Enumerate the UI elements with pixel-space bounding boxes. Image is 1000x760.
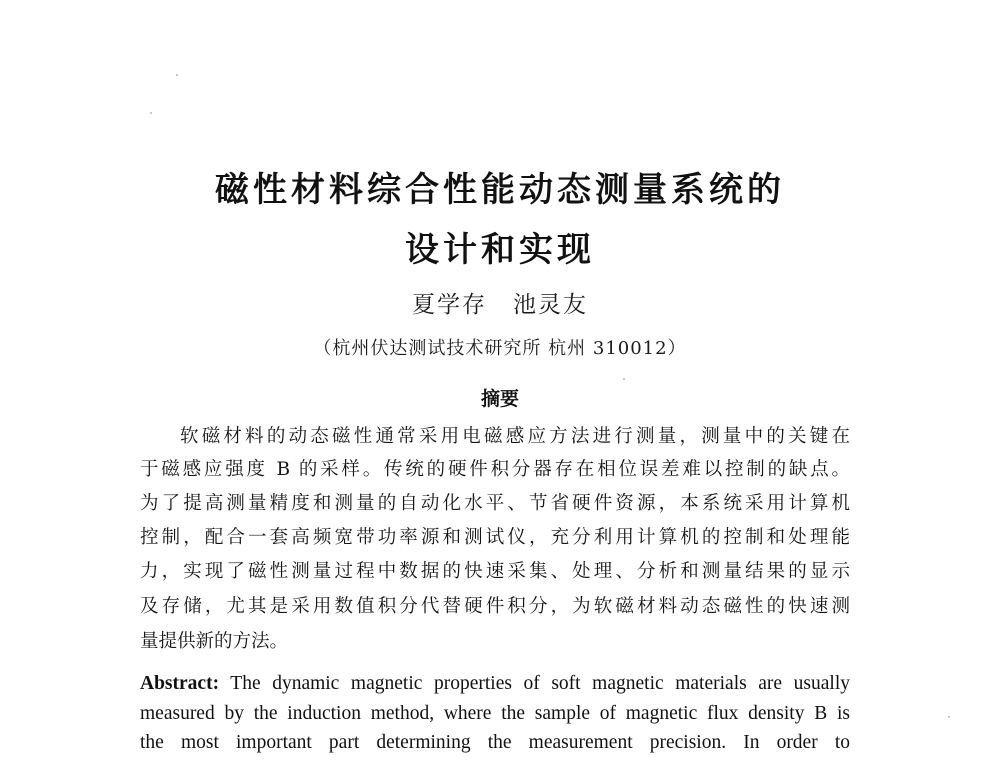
abstract-en-line: the most important part determining the measurement precision. In order to — [140, 732, 850, 753]
abstract-en-text: The dynamic magnetic properties of soft magnetic materials are usually — [230, 673, 850, 694]
abstract-label: Abstract: — [140, 673, 220, 694]
author-name: 夏学存 — [412, 292, 487, 318]
scan-speck — [176, 74, 178, 76]
affiliation: （杭州伏达测试技术研究所 杭州 310012） — [313, 338, 687, 359]
author-list — [0, 286, 1000, 319]
scan-speck — [623, 378, 625, 380]
abstract-cn-line: 软磁材料的动态磁性通常采用电磁感应方法进行测量，测量中的关键在 — [180, 426, 850, 447]
scan-speck — [150, 112, 152, 114]
abstract-cn-line: 量提供新的方法。 — [140, 631, 289, 652]
paper-title-line-2: 设计和实现 — [405, 230, 595, 270]
scan-speck — [948, 716, 950, 718]
abstract-cn-line: 及存储，尤其是采用数值积分代替硬件积分，为软磁材料动态磁性的快速测 — [140, 596, 850, 617]
abstract-heading: 摘要 — [480, 388, 519, 410]
abstract-en-line: measured by the induction method, where the sample of magnetic flux density B is — [140, 703, 850, 724]
abstract-cn-line: 为了提高测量精度和测量的自动化水平、节省硬件资源，本系统采用计算机 — [140, 493, 850, 514]
author-name: 池灵友 — [513, 292, 588, 318]
abstract-en-line — [140, 672, 850, 696]
abstract-cn-line: 力，实现了磁性测量过程中数据的快速采集、处理、分析和测量结果的显示 — [140, 561, 850, 582]
paper-title-line-1: 磁性材料综合性能动态测量系统的 — [215, 170, 785, 210]
abstract-cn-line: 控制，配合一套高频宽带功率源和测试仪，充分利用计算机的控制和处理能 — [140, 527, 850, 548]
abstract-cn-line: 于磁感应强度 B 的采样。传统的硬件积分器存在相位误差难以控制的缺点。 — [140, 459, 850, 480]
